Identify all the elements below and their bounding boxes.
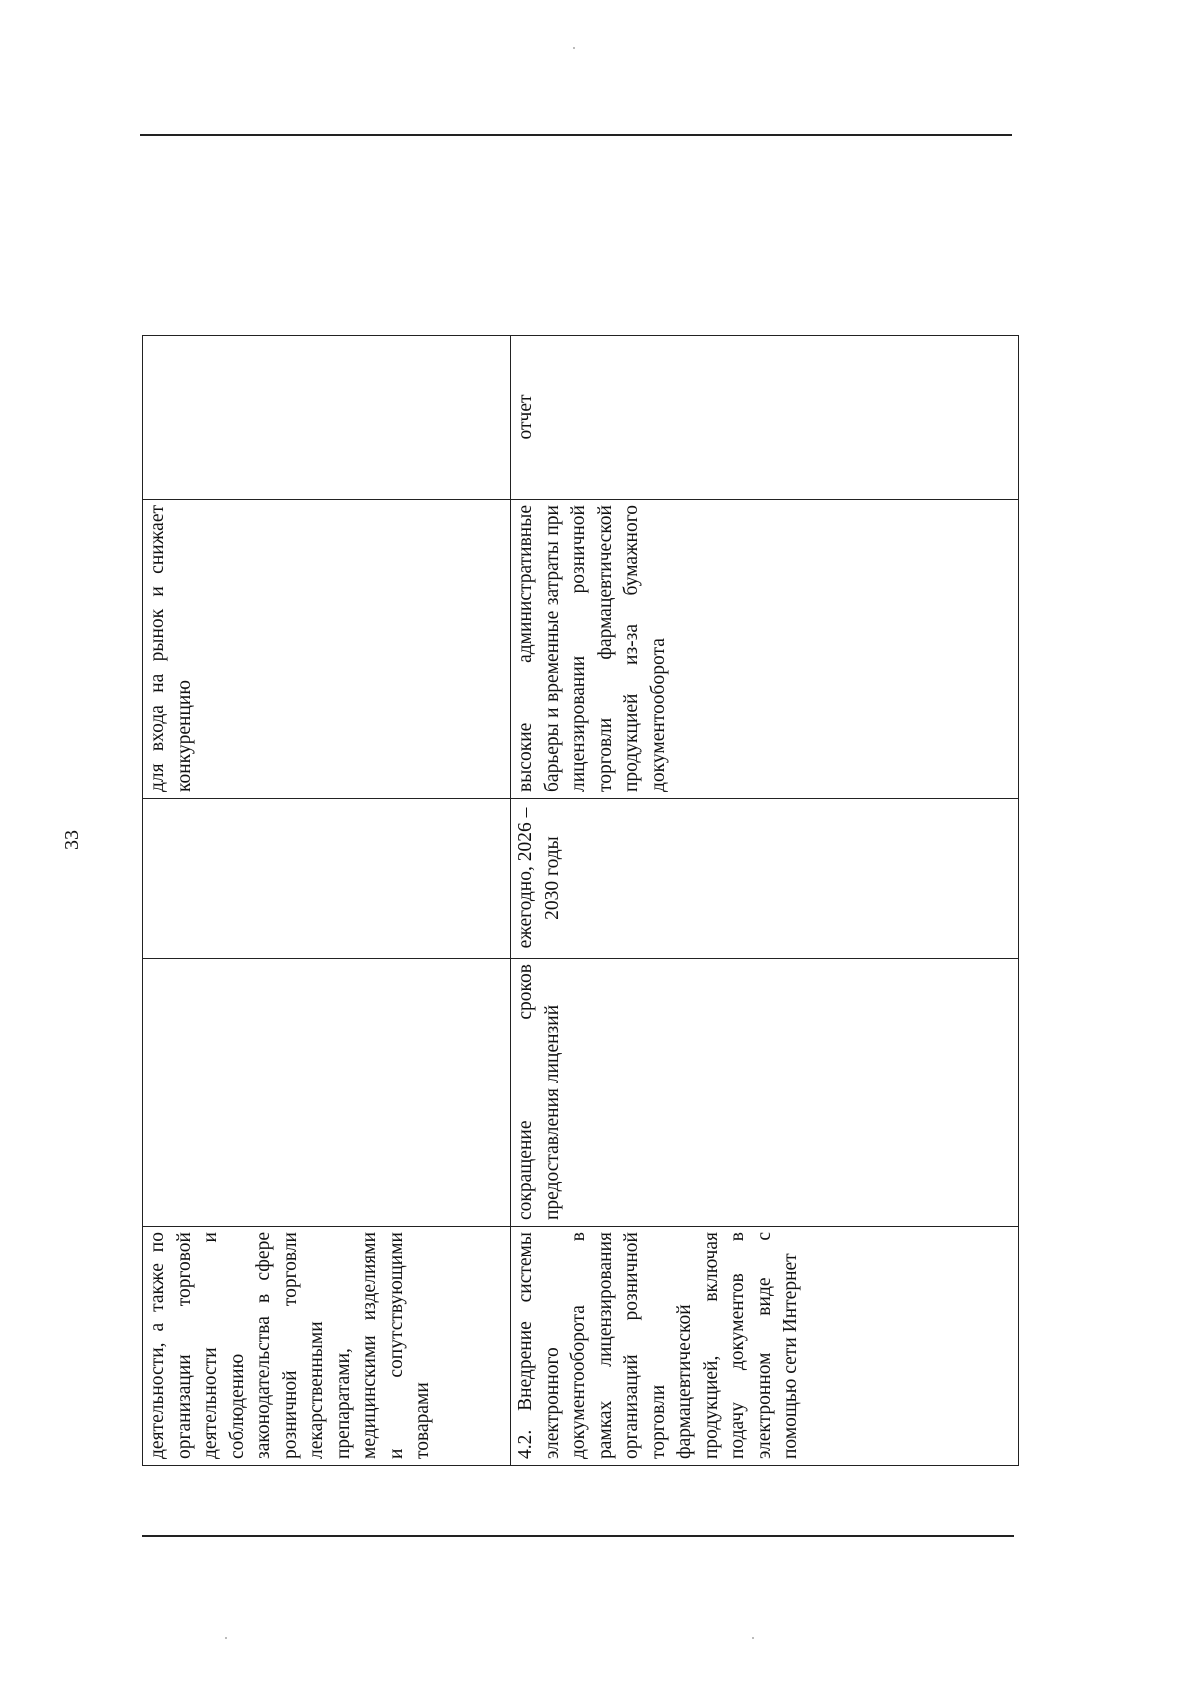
table-row <box>511 336 1019 1466</box>
scan-speck <box>573 47 575 49</box>
bottom-rule <box>142 1535 1014 1537</box>
deadline-cell <box>143 799 511 959</box>
scan-speck <box>225 1637 227 1639</box>
result-cell <box>143 959 511 1227</box>
problem-cell: для входа на рынок и снижает конкуренцию <box>143 500 511 799</box>
page-number: 33 <box>61 830 83 850</box>
document-cell: отчет <box>511 336 1019 500</box>
result-cell: сокращение сроков предоставления лицензий <box>511 959 1019 1227</box>
deadline-cell: ежегодно, 2026 – 2030 годы <box>511 799 1019 959</box>
table-row <box>143 336 511 1466</box>
scan-speck <box>752 1637 754 1639</box>
measures-table <box>142 335 1019 1466</box>
problem-cell: высокие административные барьеры и временные затраты при лицензировании розничной торговли фармацевтической продукцией из-за бумажного документооборота <box>511 500 1019 799</box>
rotated-table <box>142 336 1014 1466</box>
event-cell: деятельности, а также по организации торговой деятельности и соблюдению законодательства в сфере розничной торговли лекарственными препаратами, медицинскими изделиями и сопутствующими товарами <box>143 1227 511 1466</box>
event-cell: 4.2. Внедрение системы электронного документооборота в рамках лицензирования организаций розничной торговли фармацевтической продукцией, включая подачу документов в электронном виде с помощью сети Интернет <box>511 1227 1019 1466</box>
document-cell <box>143 336 511 500</box>
top-rule <box>140 134 1012 136</box>
